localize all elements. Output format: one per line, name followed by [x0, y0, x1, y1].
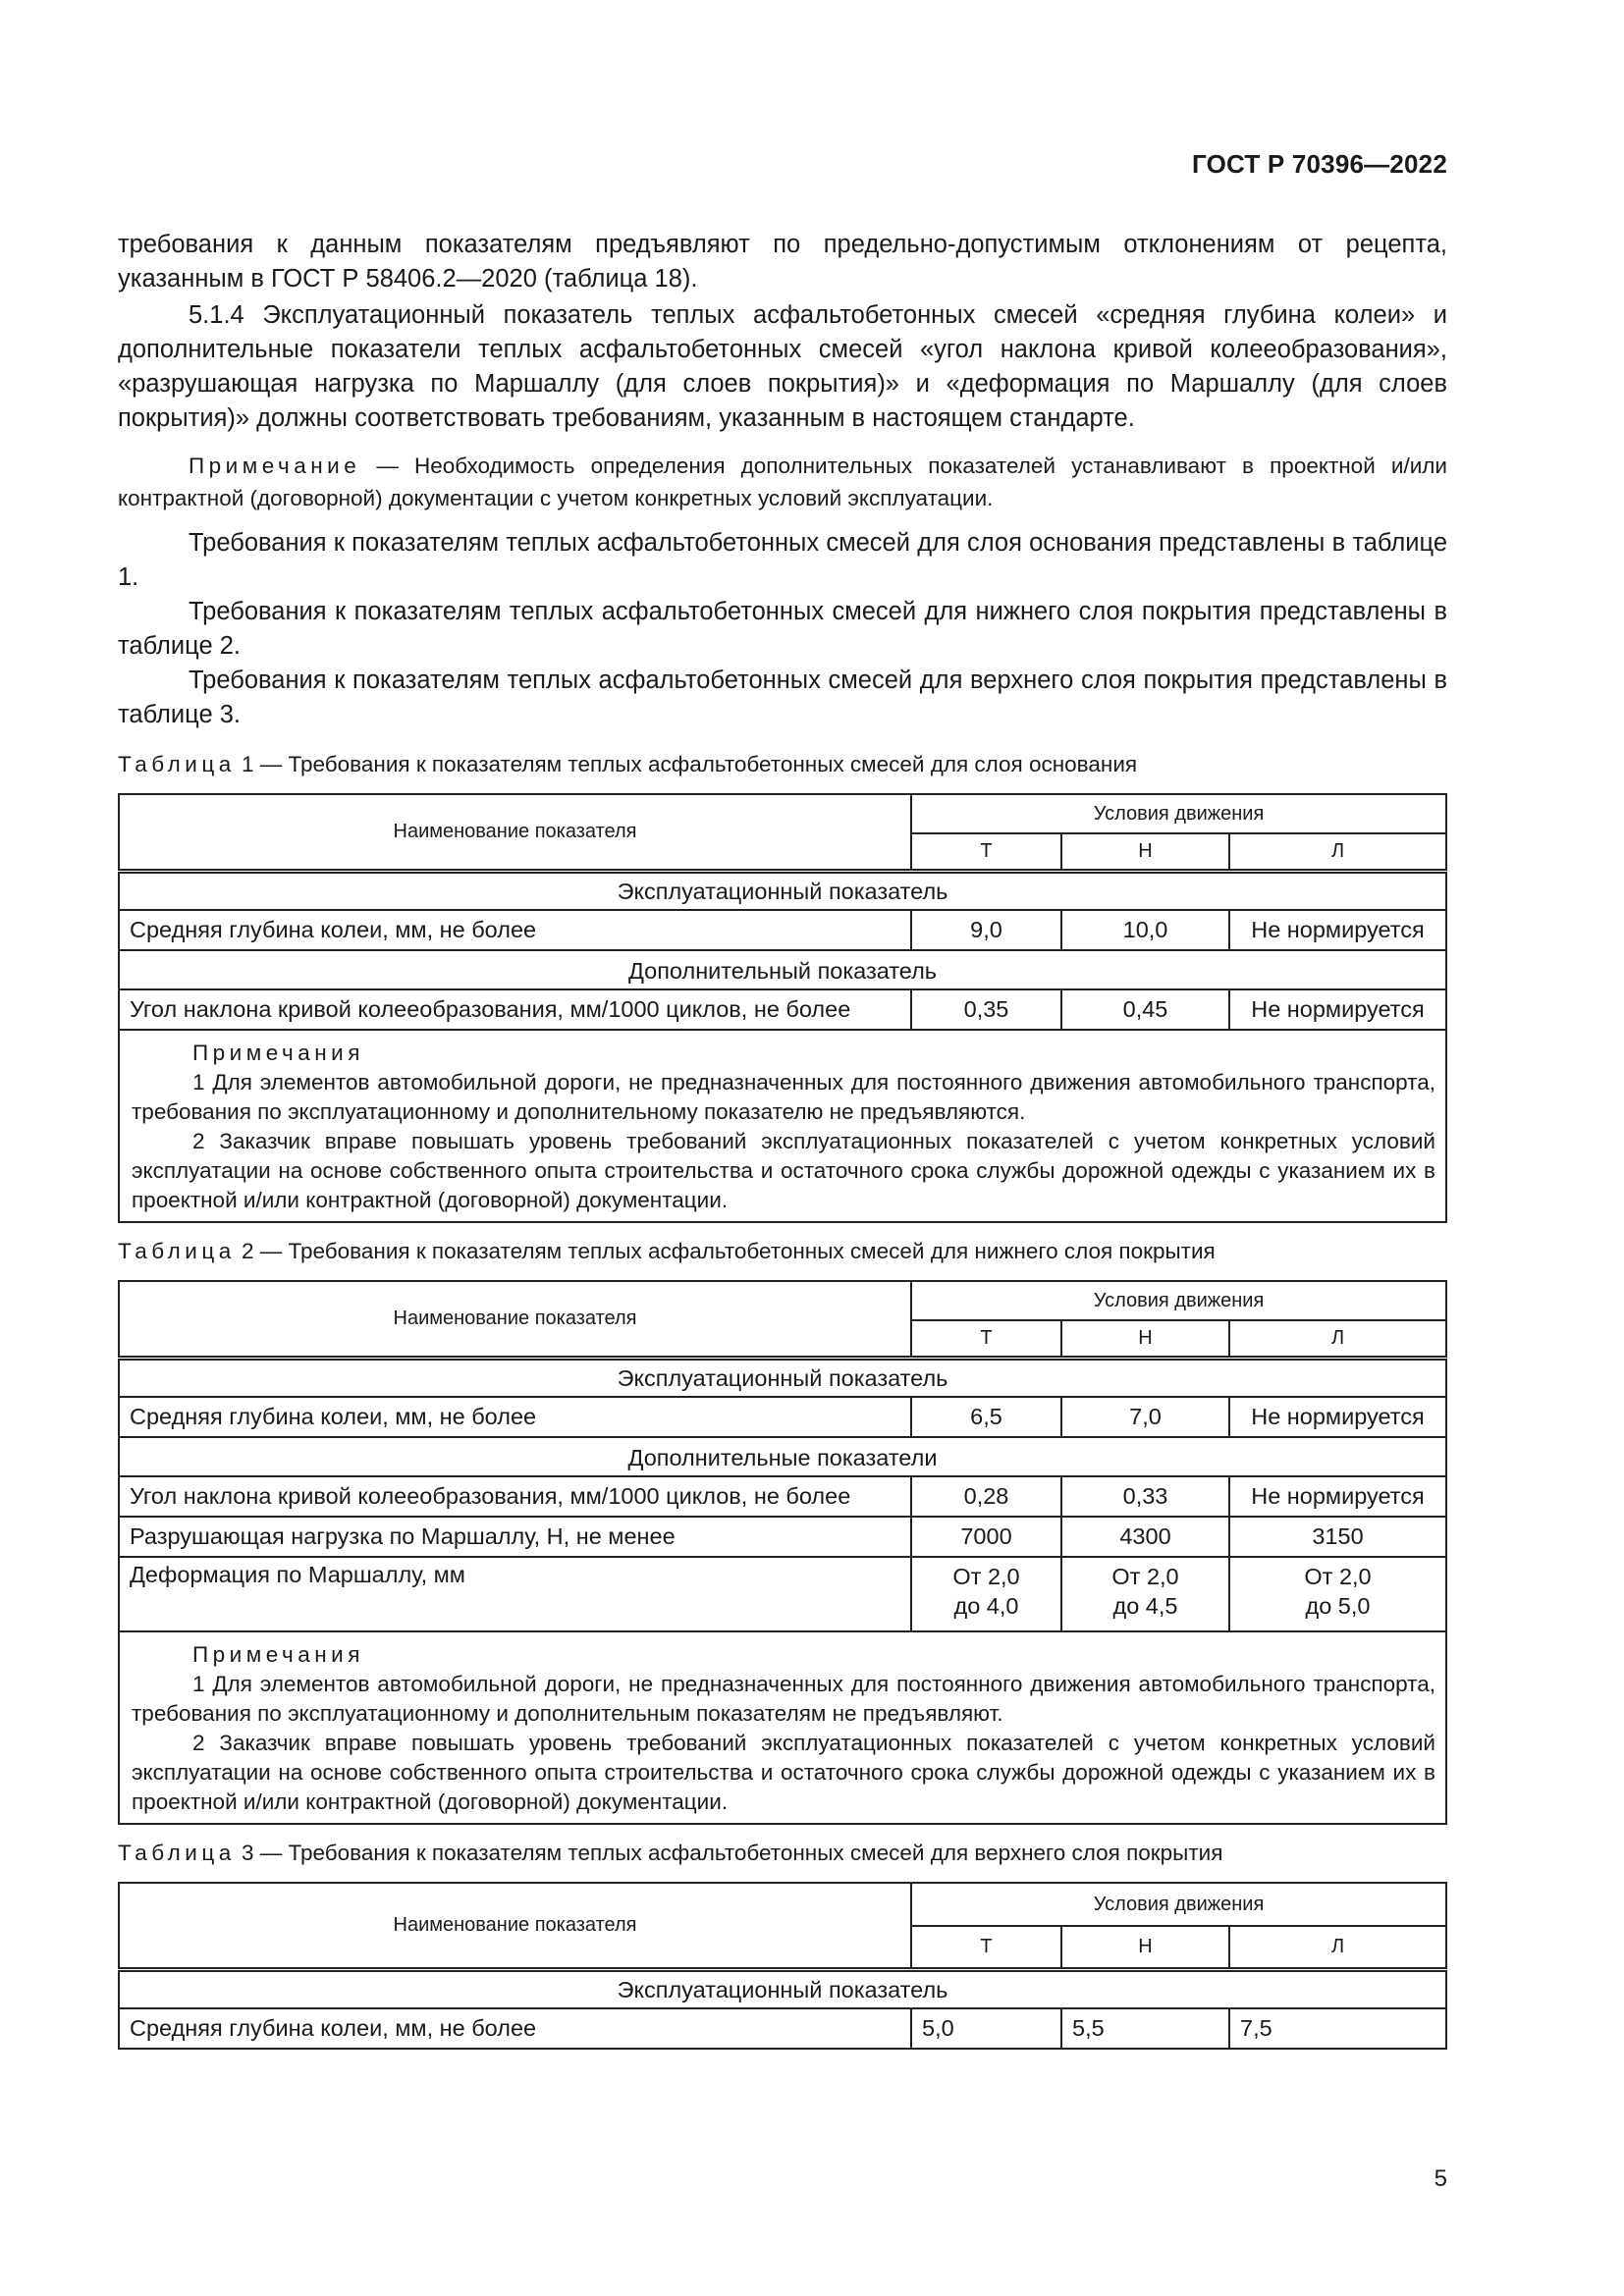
paragraph-table2-ref: Требования к показателям теплых асфальтобетонных смесей для нижнего слоя покрытия представлены в таблице 2.: [118, 598, 1447, 660]
page-content: [118, 228, 1447, 2050]
header-col-n: Н: [1061, 1926, 1229, 1969]
range-to: до 5,0: [1305, 1593, 1371, 1619]
cell-n: 7,0: [1061, 1397, 1229, 1437]
cell-name: Разрушающая нагрузка по Маршаллу, Н, не менее: [119, 1517, 911, 1557]
notes-label: Примечания: [192, 1642, 364, 1667]
cell-n: 4300: [1061, 1517, 1229, 1557]
header-indicator-name: Наименование показателя: [119, 1281, 911, 1358]
paragraph-table3-ref: Требования к показателям теплых асфальтобетонных смесей для верхнего слоя покрытия представлены в таблице 3.: [118, 667, 1447, 728]
table3-caption: [118, 1839, 1447, 1868]
cell-n: 10,0: [1061, 910, 1229, 950]
table-row: [119, 1476, 1446, 1517]
section-row: Дополнительный показатель: [119, 950, 1446, 989]
table-number: 1: [242, 752, 254, 776]
cell-t: 6,5: [911, 1397, 1061, 1437]
cell-t: 7000: [911, 1517, 1061, 1557]
table1-caption: [118, 750, 1447, 779]
header-col-l: Л: [1229, 1926, 1446, 1969]
cell-l: 7,5: [1229, 2008, 1446, 2049]
note-1: 1 Для элементов автомобильной дороги, не предназначенных для постоянного движения автомобильного транспорта, требования по эксплуатационному и дополнительным показателям не предъявляют.: [132, 1672, 1435, 1726]
note-2: 2 Заказчик вправе повышать уровень требований эксплуатационных показателей с учетом конкретных условий эксплуатации на основе собственного опыта строительства и остаточного срока службы дорожной одежды с указанием их в проектной и/или контрактной (договорной) документации.: [132, 1129, 1435, 1212]
notes-label: Примечания: [192, 1041, 364, 1065]
header-traffic-conditions: Условия движения: [911, 1883, 1446, 1926]
table-row: [119, 989, 1446, 1030]
cell-n: 0,33: [1061, 1476, 1229, 1517]
range-from: От 2,0: [952, 1564, 1020, 1589]
note: [118, 450, 1447, 514]
table-number: 3: [242, 1841, 254, 1865]
header-col-l: Л: [1229, 833, 1446, 871]
table-notes: [119, 1030, 1446, 1222]
cell-t: 5,0: [911, 2008, 1061, 2049]
cell-l: [1229, 1557, 1446, 1631]
cell-t: 0,28: [911, 1476, 1061, 1517]
table-3: [118, 1882, 1447, 2050]
range-from: От 2,0: [1304, 1564, 1372, 1589]
cell-t: 0,35: [911, 989, 1061, 1030]
table-notes: [119, 1631, 1446, 1824]
header-traffic-conditions: Условия движения: [911, 794, 1446, 833]
paragraph-line: требования к данным показателям предъявляют по предельно-допустимым отклонениям от рецепта,: [118, 231, 1447, 258]
table-title: — Требования к показателям теплых асфальтобетонных смесей для верхнего слоя покрытия: [253, 1841, 1223, 1865]
header-traffic-conditions: Условия движения: [911, 1281, 1446, 1320]
table-row: [119, 1557, 1446, 1631]
cell-name: Средняя глубина колеи, мм, не более: [119, 910, 911, 950]
table-title: — Требования к показателям теплых асфальтобетонных смесей для слоя основания: [253, 752, 1138, 776]
cell-name: Средняя глубина колеи, мм, не более: [119, 1397, 911, 1437]
section-row: Эксплуатационный показатель: [119, 871, 1446, 910]
table-title: — Требования к показателям теплых асфальтобетонных смесей для нижнего слоя покрытия: [253, 1239, 1216, 1263]
cell-name: Угол наклона кривой колееобразования, мм/1000 циклов, не более: [119, 1476, 911, 1517]
header-indicator-name: Наименование показателя: [119, 1883, 911, 1969]
header-indicator-name: Наименование показателя: [119, 794, 911, 871]
section-row: Эксплуатационный показатель: [119, 1358, 1446, 1397]
range-to: до 4,5: [1112, 1593, 1178, 1619]
section-row: Эксплуатационный показатель: [119, 1969, 1446, 2008]
range-to: до 4,0: [953, 1593, 1019, 1619]
table-row: [119, 1397, 1446, 1437]
cell-name: Угол наклона кривой колееобразования, мм/1000 циклов, не более: [119, 989, 911, 1030]
cell-l: Не нормируется: [1229, 1476, 1446, 1517]
cell-l: Не нормируется: [1229, 910, 1446, 950]
range-from: От 2,0: [1111, 1564, 1179, 1589]
table-number: 2: [242, 1239, 254, 1263]
cell-l: 3150: [1229, 1517, 1446, 1557]
cell-name: Деформация по Маршаллу, мм: [119, 1557, 911, 1631]
header-col-t: Т: [911, 1320, 1061, 1358]
header-col-t: Т: [911, 833, 1061, 871]
page-number: 5: [1434, 2165, 1447, 2192]
header-col-l: Л: [1229, 1320, 1446, 1358]
paragraph-table1-ref: Требования к показателям теплых асфальтобетонных смесей для слоя основания представлены в таблице 1.: [118, 529, 1447, 591]
table-1: [118, 793, 1447, 1223]
table-row: [119, 910, 1446, 950]
paragraph-line: указанным в ГОСТ Р 58406.2—2020 (таблица 18).: [118, 265, 698, 293]
cell-l: Не нормируется: [1229, 989, 1446, 1030]
table-2: [118, 1280, 1447, 1825]
paragraph-5-1-4: 5.1.4 Эксплуатационный показатель теплых асфальтобетонных смесей «средняя глубина колеи» и дополнительные показатели теплых асфальтобетонных смесей «угол наклона кривой колееобразования», «разрушающая нагрузка по Маршаллу (для слоев покрытия)» и «деформация по Маршаллу (для слоев покрытия)» должны соответствовать требованиям, указанным в настоящем стандарте.: [118, 301, 1447, 432]
cell-n: 0,45: [1061, 989, 1229, 1030]
table2-caption: [118, 1237, 1447, 1266]
cell-n: [1061, 1557, 1229, 1631]
note-label: Примечание: [189, 454, 361, 478]
note-2: 2 Заказчик вправе повышать уровень требований эксплуатационных показателей с учетом конкретных условий эксплуатации на основе собственного опыта строительства и остаточного срока службы дорожной одежды с указанием их в проектной и/или контрактной (договорной) документации.: [132, 1731, 1435, 1814]
note-text: — Необходимость определения дополнительных показателей устанавливают в проектной и/или контрактной (договорной) документации с учетом конкретных условий эксплуатации.: [118, 454, 1447, 510]
cell-l: Не нормируется: [1229, 1397, 1446, 1437]
section-row: Дополнительные показатели: [119, 1437, 1446, 1476]
table-row: [119, 1517, 1446, 1557]
table-word: Таблица: [118, 752, 236, 776]
cell-t: [911, 1557, 1061, 1631]
paragraph-continuation: [118, 228, 1447, 296]
header-col-n: Н: [1061, 833, 1229, 871]
cell-n: 5,5: [1061, 2008, 1229, 2049]
document-header: ГОСТ Р 70396—2022: [1192, 149, 1447, 179]
cell-name: Средняя глубина колеи, мм, не более: [119, 2008, 911, 2049]
header-col-t: Т: [911, 1926, 1061, 1969]
header-col-n: Н: [1061, 1320, 1229, 1358]
cell-t: 9,0: [911, 910, 1061, 950]
table-row: [119, 2008, 1446, 2049]
note-1: 1 Для элементов автомобильной дороги, не предназначенных для постоянного движения автомобильного транспорта, требования по эксплуатационному и дополнительному показателю не предъявляются.: [132, 1070, 1435, 1124]
table-word: Таблица: [118, 1841, 236, 1865]
table-word: Таблица: [118, 1239, 236, 1263]
